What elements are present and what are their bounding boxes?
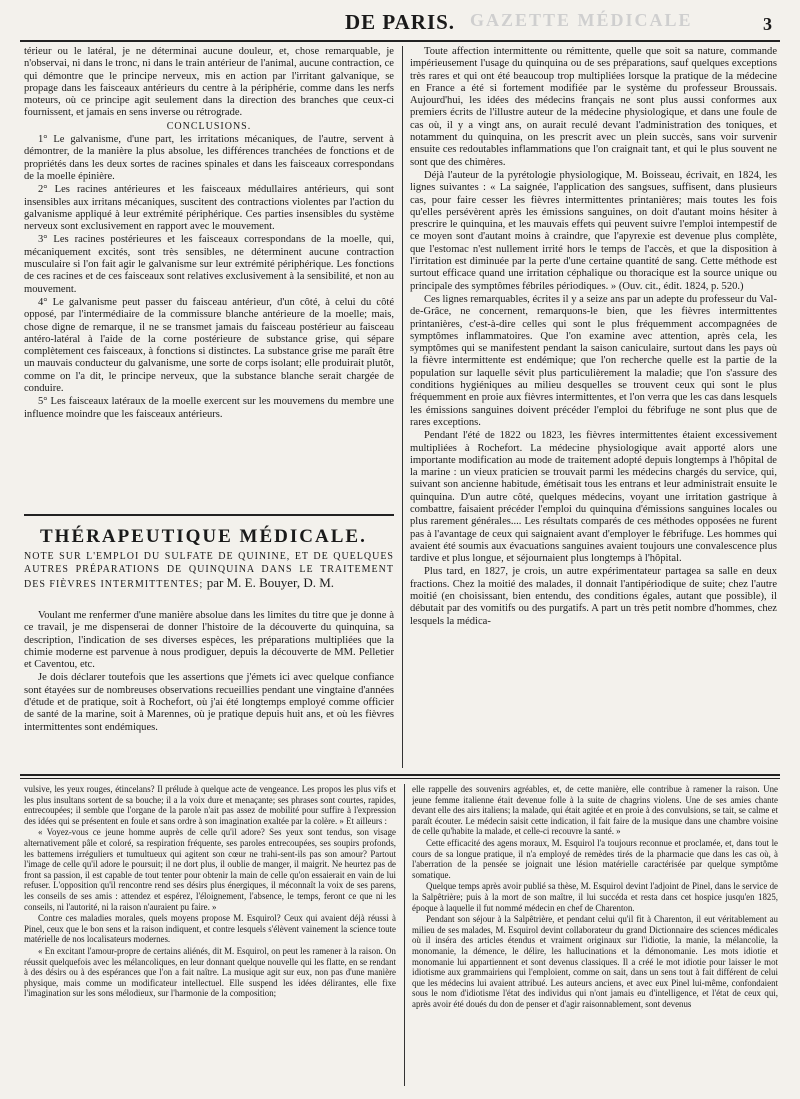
article-title-text: NOTE SUR L'EMPLOI DU SULFATE DE QUININE, ET DE QUELQUES AUTRES PRÉPARATIONS DE QUINQUINA DANS LE TRAITEMENT DES FIÈVRES INTERMITTENTES; — [24, 551, 394, 590]
paragraph: térieur ou le latéral, je ne déterminai aucune douleur, et, chose remarquable, je n'observai, ni dans le tronc, ni dans le train antérieur de l'animal, aucune contraction, ce qui démontre que le principe nerveux, mis en action par l'irritant galvanique, se propage dans les faisceaux antérieurs du centre à la périphérie, comme dans les nerfs moteurs, où ce principe agit seulement dans la direction des branches que ceux-ci fournissent, et jamais en sens inverse ou rétrograde. — [24, 46, 394, 119]
feuilleton-divider — [20, 774, 780, 776]
paragraph: Pendant l'été de 1822 ou 1823, les fièvres intermittentes étaient excessivement multipliées à Rochefort. La médecine physiologique avait apporté alors une importante modification au mode de traitement adopté depuis longtemps à l'hôpital de la marine : un vieux praticien se trouvait parmi les médecins chargés du service, qui, suivant son ancienne habitude, émétisait tous les entrans et leur administrait ensuite le quinquina. D'un autre côté, quelques médecins, voyant une irritation gastrique à combattre, faisaient précéder l'emploi du quinquina d'émissions sanguines locales ou plus rarement générales.... Les résultats comparés de ces méthodes opposées ne furent pas à l'avantage de ceux qui saignaient avant d'employer le fébrifuge. Les hommes qui avaient été soumis aux évacuations sanguines avaient toujours une convalescence plus tardive et plus longue, et séjournaient plus longtemps à l'hôpital. — [410, 430, 777, 565]
paragraph: 2° Les racines antérieures et les faisceaux médullaires antérieurs, qui sont insensibles aux irritans mécaniques, suscitent des contractions violentes par l'action du galvanisme appliqué à leur extrémité périphérique. Ces parties insensibles du système nerveux sont exclusivement en rapport avec le mouvement. — [24, 184, 394, 233]
paragraph: Quelque temps après avoir publié sa thèse, M. Esquirol devint l'adjoint de Pinel, dans le service de la Salpêtrière; puis à la mort de son maître, il lui succéda et resta dans cet hospice jusqu'en 1825, époque à laquelle il fut nommé médecin en chef de Charenton. — [412, 881, 778, 913]
article-author: par M. E. Bouyer, D. M. — [206, 575, 335, 590]
paragraph: Déjà l'auteur de la pyrétologie physiologique, M. Boisseau, écrivait, en 1824, les lignes suivantes : « La saignée, l'application des sangsues, suffisent, dans plusieurs cas, pour faire cesser les fièvres intermittentes printanières; mais toutes les fois qu'elles persévèrent après les émissions sanguines, on doit d'autant moins hésiter à prescrire le quinquina, et les mauvais effets qui peuvent suivre l'emploi intempestif de ce moyen sont d'autant moins à craindre, que l'apyrexie est devenue plus complète, que l'estomac n'est nullement irrité hors le temps de l'accès, et que la disposition à l'irritation est diminuée par la perte d'une certaine quantité de sang. Cette méthode est surtout efficace quand une irritation céphalique ou thoracique est la source unique ou principale des symptômes fébriles périodiques. » (Ouv. cit., édit. 1824, p. 520.) — [410, 169, 777, 292]
paragraph: Toute affection intermittente ou rémittente, quelle que soit sa nature, commande impérieusement l'usage du quinquina ou de ses préparations, sauf quelques exceptions très rares et qui ont été beaucoup trop multipliées lorsque la pratique de la médecine en France a été si fortement modifiée par le système du professeur Broussais. Aujourd'hui, les idées des médecins français ne sont plus aussi conformes aux premiers écrits de l'illustre auteur de la médecine physiologique, et dans une foule de cas où, il y a vingt ans, on aurait reculé devant l'administration des toniques, et notamment du quinquina, on les prescrit avec un plein succès, sans voir survenir ensuite ces redoutables inflammations que l'on craignait tant, et qui le plus souvent ne sont que des chimères. — [410, 46, 777, 168]
page-header — [20, 8, 780, 42]
paragraph: Ces lignes remarquables, écrites il y a seize ans par un adepte du professeur du Val-de-Grâce, ne concernent, remarquons-le bien, que les fièvres intermittentes printanières, c'est-à-dire celles qui sont le plus fréquemment accompagnées de symptômes inflammatoires. Que l'on examine avec attention, après cela, les symptômes qui se manifestent pendant la saison caniculaire, surtout dans les pays où la fièvre intermittente est endémique; que l'on recherche quelle est la partie de la population sur laquelle sévit plus particulièrement la maladie; que l'on s'assure des conditions hygiéniques au milieu desquelles se trouvent ceux qui sont le plus fréquemment en proie aux fièvres intermittentes, et l'on verra que les cas dans lesquels les émissions sanguines doivent précéder l'emploi du fébrifuge ne sont plus que de rares exceptions. — [410, 293, 777, 428]
paragraph: Je dois déclarer toutefois que les assertions que j'émets ici avec quelque confiance sont étayées sur de nombreuses observations recueillies pendant une vingtaine d'années d'étude et de pratique, soit à Rochefort, où j'ai été longtemps employé comme officier de santé de la marine, soit à Marennes, où je pratique depuis huit ans, et où les fièvres intermittentes sont endémiques. — [24, 672, 394, 733]
paragraph: 3° Les racines postérieures et les faisceaux correspondans de la moelle, qui, mécaniquement excités, sont très sensibles, ne déterminent aucune contraction musculaire si l'on fait agir le galvanisme sur leur extrémité périphérique. Les fonctions de ces racines et de ces faisceaux sont relatives exclusivement à la sensibilité, et non au mouvement. — [24, 234, 394, 295]
feuilleton-divider-thin — [20, 778, 780, 779]
article-title — [24, 550, 394, 591]
paragraph: Plus tard, en 1827, je crois, un autre expérimentateur partagea sa salle en deux fractions. Chez la moitié des malades, il donnait l'antipériodique de suite; chez l'autre moitié (en choisissant, bien entendu, des conditions égales, autant que possible), il débutait par des vomitifs ou des purgatifs. A part un très petit nombre d'hommes, chez lesquels la médica- — [410, 566, 777, 627]
paragraph: Pendant son séjour à la Salpêtrière, et pendant celui qu'il fit à Charenton, il eut véritablement au milieu de ses malades, M. Esquirol devint collaborateur du grand Dictionnaire des sciences médicales où il inséra des articles étendus et vraiment originaux sur l'idiotie, la manie, la mélancolie, la monomanie, la démence, le délire, les hallucinations et la démonomanie. Les mots idiotie et monomanie lui appartiennent et sont devenus classiques. Il a créé le mot idiotie pour laisser le mot idiotisme aux grammairiens qui l'emploient, comme on sait, dans un sens tout à fait différent de celui que les médecins lui avaient attribué. Les auteurs anciens, et avec eux Pinel lui-même, confondaient sous le nom d'idiotisme l'état des individus qui n'ont jamais eu d'intelligence, et l'état de ceux qui, après avoir été doués du don de penser et d'agir raisonnablement, sont devenus — [412, 914, 778, 1009]
paragraph: 1° Le galvanisme, d'une part, les irritations mécaniques, de l'autre, servent à démontrer, de la manière la plus absolue, les différences tranchées de fonctions et de propriétés dans les deux sortes de racines spinales et dans les faisceaux correspondans de la moelle épinière. — [24, 134, 394, 182]
show-through-text: GAZETTE MÉDICALE — [470, 10, 693, 30]
paragraph: 4° Le galvanisme peut passer du faisceau antérieur, d'un côté, à celui du côté opposé, par l'intermédiaire de la commissure blanche antérieure de la moelle; mais, chose digne de remarque, il ne se transmet jamais du faisceau postérieur au faisceau antéro-latéral à l'aide de la corne postérieure de substance grise, qui sépare complètement ces faisceaux, à fonctions si distinctes. La substance grise me paraît être un mauvais conducteur du galvanisme, une sorte de corps isolant; elle produirait plutôt, comme on l'a dit, le principe nerveux, que la substance blanche serait chargée de conduire. — [24, 296, 394, 395]
paragraph: Cette efficacité des agens moraux, M. Esquirol l'a toujours reconnue et proclamée, et, dans tout le cours de sa longue pratique, il n'a employé de remèdes tirés de la pharmacie que dans les cas où, à l'aberration de la pensée se joignait une lésion matérielle caractérisée par quelque symptôme somatique. — [412, 837, 778, 880]
paragraph: 5° Les faisceaux latéraux de la moelle exercent sur les mouvemens du membre une influence moindre que les faisceaux antérieurs. — [24, 396, 394, 420]
page-title: DE PARIS. — [344, 10, 456, 34]
page-number: 3 — [763, 14, 772, 34]
column-1-upper — [24, 46, 394, 548]
section-heading: THÉRAPEUTIQUE MÉDICALE. — [40, 526, 367, 547]
column-4-lower — [412, 784, 778, 1086]
paragraph: elle rappelle des souvenirs agréables, et, de cette manière, elle contribue à ramener la raison. Une jeune femme italienne était devenue folle à la suite de chagrins violens. Une de ses amies chante devant elle des airs italiens; la malade, qui était agitée et en proie à des convulsions, se tait, se calme et paraît écouter. Le médecin saisit cette indication, il fait faire de la musique dans une chambre voisine de celle qu'habite la malade, et celle-ci recouvre la santé. » — [412, 784, 778, 837]
column-2-upper — [410, 46, 777, 768]
conclusions-heading: CONCLUSIONS. — [166, 120, 252, 132]
paragraph: « Voyez-vous ce jeune homme auprès de celle qu'il adore? Ses yeux sont tendus, son visage alternativement pâle et coloré, sa respiration fréquente, ses paroles entrecoupées, ses soupirs profonds, les battemens irréguliers et tumultueux qui agitent son cœur ne trahi-sent-ils pas son amour? Partout l'image de celle qu'il adore le poursuit; il ne dort plus, il oublie de manger, il maigrit. Ne heurtez pas de front sa passion, il est capable de tout tenter pour obtenir la main de celle qu'on essaierait en vain de lui refuser. L'opposition qu'il rencontre rend ses désirs plus énergiques, il méconnaît la voix de ses parens, les conseils de ses amis : attendez et espérez, l'éloignement, l'absence, le temps, feront ce que ni les conseils, ni l'autorité, ni la raison n'auraient pu faire. » — [24, 827, 396, 912]
column-1-article — [24, 610, 394, 768]
column-rule — [404, 784, 405, 1086]
paragraph: Contre ces maladies morales, quels moyens propose M. Esquirol? Ceux qui avaient déjà réussi à Pinel, ceux que le bon sens et la raison indiquent, et contre lesquels s'élèvent vainement la science toute matérielle de nos localisateurs modernes. — [24, 913, 396, 945]
paragraph: Voulant me renfermer d'une manière absolue dans les limites du titre que je donne à ce travail, je me dispenserai de donner l'histoire de la découverte du quinquina, sa description, l'indication de ses diverses espèces, les préparations multipliées que la chimie moderne est parvenue à nous prodiguer, depuis la découverte de MM. Pelletier et Caventou, etc. — [24, 610, 394, 671]
column-3-lower — [24, 784, 396, 1086]
column-rule — [402, 46, 403, 768]
section-divider — [24, 514, 394, 516]
paragraph: vulsive, les yeux rouges, étincelans? Il prélude à quelque acte de vengeance. Les propos les plus vifs et les plus insultans sortent de sa bouche; il a la voix dure et menaçante; ses phrases sont courtes, rapides, entrecoupées; il semble que l'organe de la parole n'ait pas assez de mobilité pour suffire à l'expression des idées qui se présentent en foule et sans ordre à son imagination exaltée par la colère. » Et ailleurs : — [24, 784, 396, 826]
paragraph: « En excitant l'amour-propre de certains aliénés, dit M. Esquirol, on peut les ramener à la raison. On réussit quelquefois avec les mélancoliques, en leur donnant quelque nouvelle qui les flatte, en se rendant à des désirs ou à des espérances que l'on a fait naître. La musique agit sur eux, non pas d'une manière physique, mais comme un modificateur intellectuel. Elle suspend les idées délirantes, elle fixe l'imagination sur les sons mélodieux, sur l'harmonie de la composition; — [24, 945, 396, 999]
